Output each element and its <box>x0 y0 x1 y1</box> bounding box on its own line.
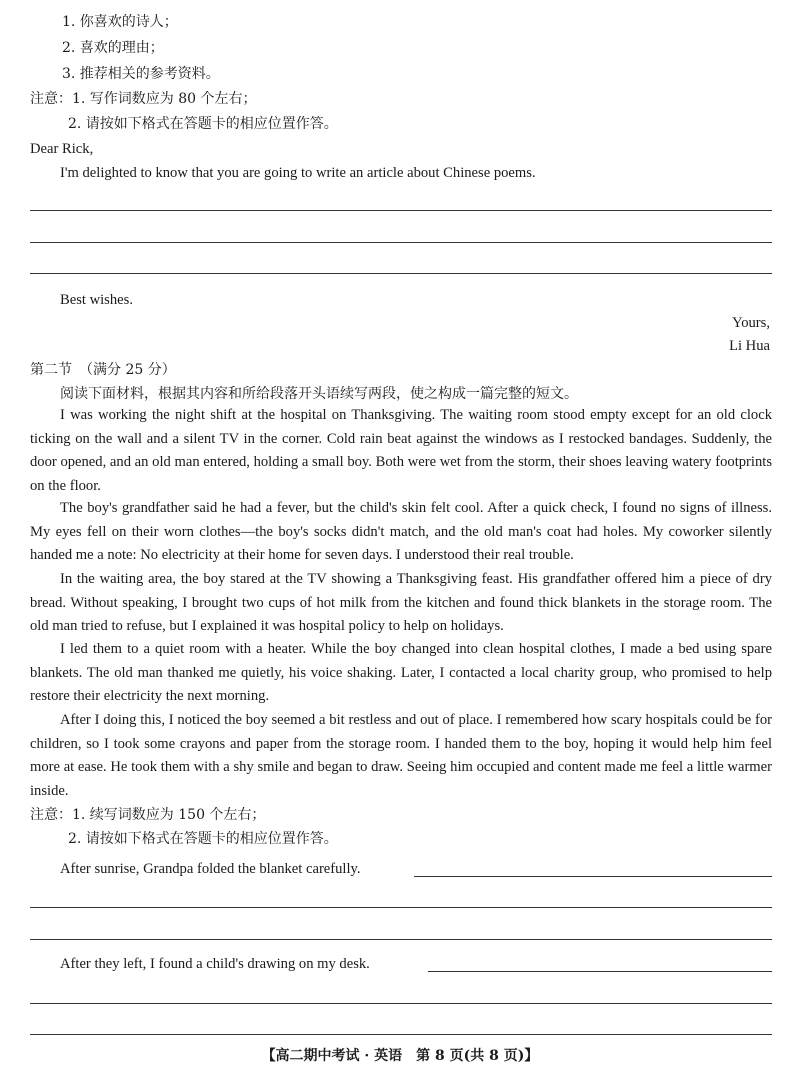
note-format: 2. 请按如下格式在答题卡的相应位置作答。 <box>68 116 338 132</box>
continuation-prompt-1: After sunrise, Grandpa folded the blanket carefully. <box>60 861 361 877</box>
requirement-item-3: 3. 推荐相关的参考资料。 <box>62 66 220 82</box>
answer-line <box>428 971 772 972</box>
answer-line <box>30 939 772 940</box>
answer-line <box>30 1034 772 1035</box>
note-label: 注意： <box>30 91 72 107</box>
note-label: 注意： <box>30 807 72 823</box>
answer-line <box>30 242 772 243</box>
answer-line <box>30 273 772 274</box>
section-instruction: 阅读下面材料，根据其内容和所给段落开头语续写两段，使之构成一篇完整的短文。 <box>60 386 578 402</box>
letter-signature: Li Hua <box>729 338 770 354</box>
letter-salutation: Dear Rick, <box>30 141 94 157</box>
story-paragraph-5: After I doing this, I noticed the boy seemed a bit restless and out of place. I remembered how scary hospitals could be for children, so I took some crayons and paper from the storage room. I handed them to the boy, hoping it would help him feel more at ease. He took them with a shy smile and began to draw. Seeing him occupied and content made me feel a little warmer inside. <box>30 712 772 799</box>
answer-line <box>414 876 772 877</box>
requirement-item-1: 1. 你喜欢的诗人； <box>62 14 178 30</box>
answer-line <box>30 210 772 211</box>
story-paragraph-3: In the waiting area, the boy stared at the TV showing a Thanksgiving feast. His grandfather offered him a piece of dry bread. Without speaking, I brought two cups of hot milk from the kitchen and found thick blankets in the storage room. The old man tried to refuse, but I explained it was hospital policy to help on holidays. <box>30 571 772 635</box>
note-format: 2. 请按如下格式在答题卡的相应位置作答。 <box>68 831 338 847</box>
note-word-count: 1. 写作词数应为 80 个左右； <box>72 91 257 107</box>
story-paragraph-4: I led them to a quiet room with a heater. While the boy changed into clean hospital clothes, I made a bed using spare blankets. The old man thanked me quietly, his voice shaking. Later, I contacted a local charity group, who promised to help restore their electricity the next morning. <box>30 641 772 705</box>
section-heading: 第二节 （满分 25 分） <box>30 362 176 378</box>
answer-line <box>30 1003 772 1004</box>
note-word-count: 1. 续写词数应为 150 个左右； <box>72 807 266 823</box>
letter-opening: I'm delighted to know that you are going to write an article about Chinese poems. <box>60 165 536 181</box>
letter-closing: Best wishes. <box>60 292 133 308</box>
requirement-item-2: 2. 喜欢的理由； <box>62 40 164 56</box>
letter-signoff: Yours, <box>732 315 770 331</box>
page-footer: 【高二期中考试 · 英语 第 8 页(共 8 页)】 <box>261 1048 539 1064</box>
story-paragraph-1: I was working the night shift at the hospital on Thanksgiving. The waiting room stood empty except for an old clock ticking on the wall and a silent TV in the corner. Cold rain beat against the windows as I restocked bandages. Suddenly, the door opened, and an old man entered, holding a small boy. Both were wet from the storm, their shoes leaving watery footprints on the floor. <box>30 407 772 494</box>
continuation-prompt-2: After they left, I found a child's drawing on my desk. <box>60 956 370 972</box>
story-paragraph-2: The boy's grandfather said he had a fever, but the child's skin felt cool. After a quick check, I found no signs of illness. My eyes fell on their worn clothes—the boy's socks didn't match, and the old man's coat had holes. My coworker silently handed me a note: No electricity at their home for seven days. I understood their real trouble. <box>30 500 772 564</box>
answer-line <box>30 907 772 908</box>
